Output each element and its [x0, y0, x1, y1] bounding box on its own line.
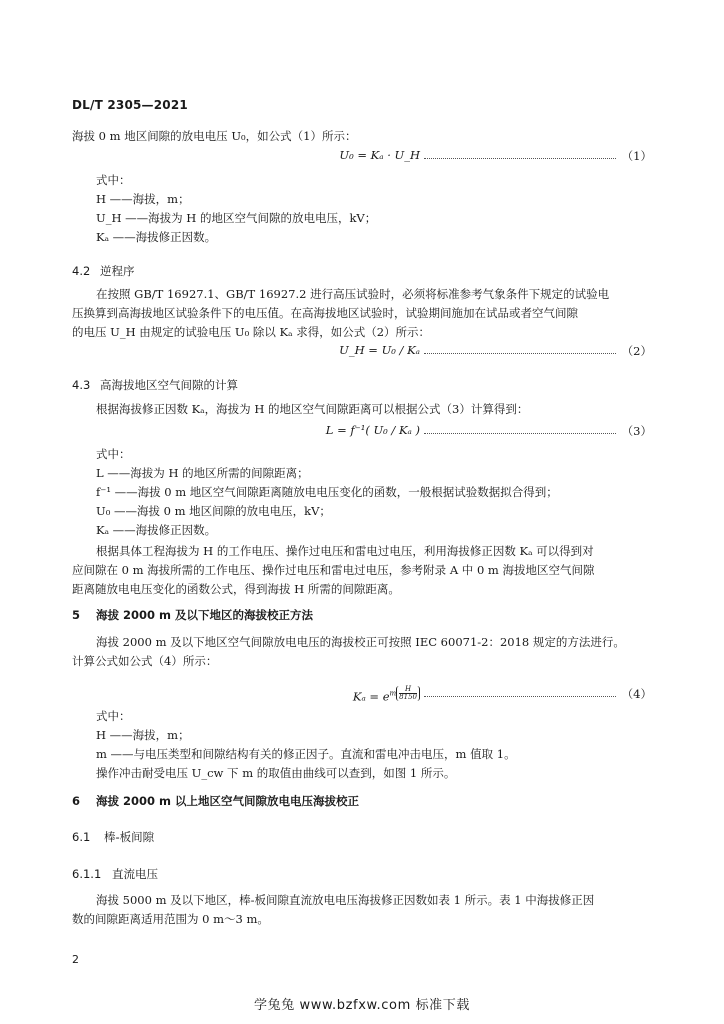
definition-u0: U₀ ——海拔 0 m 地区间隙的放电电压，kV； [96, 504, 331, 518]
definition-h: H ——海拔，m； [96, 192, 190, 206]
formula-4-fraction [396, 686, 420, 701]
definition-f-inverse: f⁻¹ ——海拔 0 m 地区空气间隙距离随放电电压变化的函数，一般根据试验数据拟合得到； [96, 485, 558, 499]
definition-h-5: H ——海拔，m； [96, 728, 190, 742]
heading-4-3 [72, 377, 238, 393]
formula-1-expression: U₀ = Kₐ · U_H [339, 148, 420, 162]
formula-4-fraction-denominator: 8150 [399, 693, 417, 701]
paragraph-4-3-line-2: 应间隙在 0 m 海拔所需的工作电压、操作过电压和雷电过电压，参考附录 A 中 0 m 海拔地区空气间隙 [72, 563, 595, 577]
paragraph-4-2-line-3: 的电压 U_H 由规定的试验电压 U₀ 除以 Kₐ 求得，如公式（2）所示： [72, 325, 431, 339]
heading-6 [72, 793, 359, 809]
paragraph-6-1-1-line-2: 数的间隙距离适用范围为 0 m～3 m。 [72, 912, 269, 926]
formula-4-expression [353, 686, 420, 703]
formula-3 [72, 423, 652, 441]
formula-4-fraction-numerator: H [405, 685, 412, 693]
heading-4-3-number: 4.3 [72, 378, 91, 392]
definition-ka: Kₐ ——海拔修正因数。 [96, 230, 217, 244]
definition-uh: U_H ——海拔为 H 的地区空气间隙的放电电压，kV； [96, 211, 377, 225]
heading-6-1 [72, 829, 154, 845]
formula-1-leader-dots [424, 158, 616, 159]
formula-3-leader-dots [424, 433, 616, 434]
paragraph-5-line-2: 计算公式如公式（4）所示： [72, 654, 218, 668]
heading-5 [72, 607, 313, 623]
heading-6-number: 6 [72, 794, 81, 808]
paragraph-4-3-line-3: 距离随放电电压变化的函数公式，得到海拔 H 所需的间隙距离。 [72, 582, 400, 596]
heading-5-title: 海拔 2000 m 及以下地区的海拔校正方法 [96, 608, 313, 622]
heading-6-1-1-number: 6.1.1 [72, 867, 102, 881]
definition-l: L ——海拔为 H 的地区所需的间隙距离； [96, 466, 309, 480]
formula-2-expression: U_H = U₀ / Kₐ [339, 343, 420, 357]
heading-6-1-1 [72, 866, 158, 882]
heading-4-3-title: 高海拔地区空气间隙的计算 [100, 378, 238, 392]
formula-3-expression: L = f⁻¹( U₀ / Kₐ ) [325, 423, 420, 437]
standard-code-header: DL/T 2305—2021 [72, 98, 188, 112]
formula-3-intro: 根据海拔修正因数 Kₐ，海拔为 H 的地区空气间隙距离可以根据公式（3）计算得到： [96, 402, 529, 416]
definition-m: m ——与电压类型和间隙结构有关的修正因子。直流和雷电冲击电压，m 值取 1。 [96, 747, 516, 761]
heading-6-1-number: 6.1 [72, 830, 91, 844]
formula-4-leader-dots [424, 696, 616, 697]
formula-4-exponent [390, 686, 420, 701]
formula-4 [72, 684, 652, 706]
formula-2-leader-dots [424, 353, 616, 354]
paragraph-4-3-line-1: 根据具体工程海拔为 H 的工作电压、操作过电压和雷电过电压，利用海拔修正因数 Kₐ 可以得到对 [96, 544, 594, 558]
formula-4-lhs: Kₐ = e [352, 689, 390, 704]
heading-4-2-number: 4.2 [72, 264, 91, 278]
page-number: 2 [72, 953, 79, 966]
formula-2 [72, 343, 652, 361]
where-label-3: 式中： [96, 447, 131, 461]
formula-1-intro: 海拔 0 m 地区间隙的放电电压 U₀，如公式（1）所示： [72, 129, 357, 143]
formula-2-number: （2） [621, 344, 652, 358]
heading-6-title: 海拔 2000 m 以上地区空气间隙放电电压海拔校正 [96, 794, 359, 808]
where-label-1: 式中： [96, 173, 131, 187]
note-switching-impulse: 操作冲击耐受电压 U_cw 下 m 的取值由曲线可以查到，如图 1 所示。 [96, 766, 456, 780]
paragraph-6-1-1-line-1: 海拔 5000 m 及以下地区，棒-板间隙直流放电电压海拔修正因数如表 1 所示。表 1 中海拔修正因 [96, 893, 595, 907]
paragraph-4-2-line-2: 压换算到高海拔地区试验条件下的电压值。在高海拔地区试验时，试验期间施加在试品或者空气间隙 [72, 306, 578, 320]
definition-ka-2: Kₐ ——海拔修正因数。 [96, 523, 217, 537]
formula-1 [72, 148, 652, 166]
heading-6-1-title: 棒-板间隙 [104, 830, 155, 844]
footer-watermark[interactable]: 学兔兔 www.bzfxw.com 标准下载 [254, 998, 470, 1013]
formula-4-number: （4） [621, 687, 652, 701]
paragraph-4-2-line-1: 在按照 GB/T 16927.1、GB/T 16927.2 进行高压试验时，必须将标准参考气象条件下规定的试验电 [96, 287, 610, 301]
where-label-5: 式中： [96, 709, 131, 723]
paragraph-5-line-1: 海拔 2000 m 及以下地区空气间隙放电电压的海拔校正可按照 IEC 60071-2：2018 规定的方法进行。 [96, 635, 625, 649]
heading-5-number: 5 [72, 608, 81, 622]
formula-1-number: （1） [621, 149, 652, 163]
heading-4-2-title: 逆程序 [100, 264, 135, 278]
heading-4-2 [72, 263, 135, 279]
heading-6-1-1-title: 直流电压 [112, 867, 158, 881]
formula-4-exponent-m: m [389, 689, 397, 698]
formula-3-number: （3） [621, 424, 652, 438]
